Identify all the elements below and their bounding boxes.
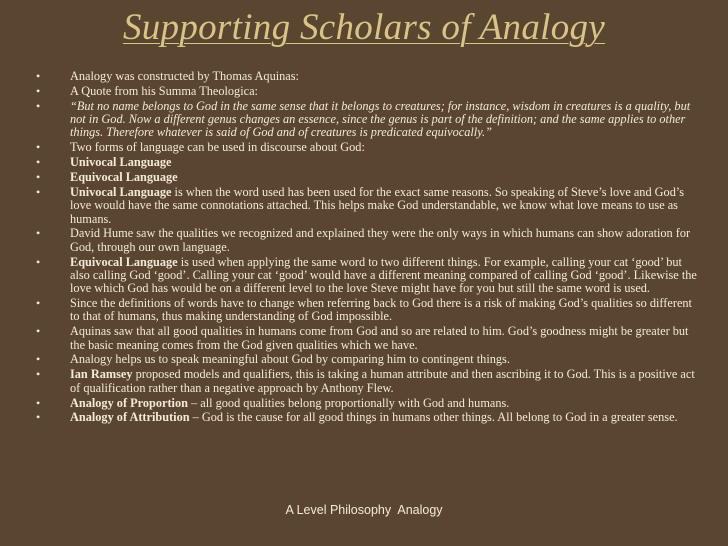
bullet-term: Equivocal Language xyxy=(70,254,178,269)
bullet-item xyxy=(0,411,728,424)
bullet-text: – all good qualities belong proportionally with God and humans. xyxy=(187,395,510,410)
bullet-text: – God is the cause for all good things in humans other things. All belong to God in a greater sense. xyxy=(189,410,678,425)
bullet-item xyxy=(0,325,728,352)
bullet-text: Analogy helps us to speak meaningful about God by comparing him to contingent things. xyxy=(70,352,510,367)
bullet-dot-icon: • xyxy=(36,254,41,269)
bullet-item xyxy=(0,227,728,254)
summa-quote: “But no name belongs to God in the same sense that it belongs to creatures; for instance, wisdom in creatures is a quality, but not in God. Now a different genus changes an essence, since the genus is part of the definition; and the same applies to other things. Therefore whatever is said of God and of creatures is predicated equivocally.” xyxy=(70,98,691,140)
bullet-item xyxy=(0,397,728,410)
bullet-text: Analogy was constructed by Thomas Aquinas: xyxy=(70,69,299,83)
bullet-text: Two forms of language can be used in discourse about God: xyxy=(70,140,365,155)
term-equivocal: Equivocal Language xyxy=(70,170,178,185)
bullet-dot-icon: • xyxy=(36,395,41,410)
bullet-dot-icon: • xyxy=(36,296,41,311)
bullet-item xyxy=(0,368,728,395)
slide-footer: A Level Philosophy Analogy xyxy=(285,503,443,517)
slide-title: Supporting Scholars of Analogy xyxy=(122,7,606,48)
bullet-item xyxy=(0,85,728,98)
bullet-dot-icon: • xyxy=(36,170,41,185)
bullet-item xyxy=(0,186,728,226)
bullet-dot-icon: • xyxy=(36,226,41,241)
bullet-text: David Hume saw the qualities we recognized and explained they were the only ways in which humans can show adoration for God, through our own language. xyxy=(70,226,691,254)
bullet-item xyxy=(0,297,728,324)
bullet-text: is when the word used has been used for the exact same reasons. So speaking of Steve’s love and God’s love would have the same connotations attached. This helps make God understandable, we know what love means to use as humans. xyxy=(70,184,685,226)
bullet-text: Aquinas saw that all good qualities in humans come from God and so are related to him. God’s goodness might be greater but the basic meaning comes from the God given qualities which we have. xyxy=(70,324,689,352)
bullet-item xyxy=(0,100,728,140)
bullet-dot-icon: • xyxy=(36,410,41,425)
bullet-dot-icon: • xyxy=(36,140,41,155)
bullet-text: A Quote from his Summa Theologica: xyxy=(70,83,258,98)
bullet-dot-icon: • xyxy=(36,98,41,113)
bullet-dot-icon: • xyxy=(36,155,41,170)
bullet-item xyxy=(0,156,728,169)
term-univocal: Univocal Language xyxy=(70,155,172,170)
bullet-dot-icon: • xyxy=(36,324,41,339)
bullet-term: Analogy of Proportion xyxy=(70,395,188,410)
bullet-term: Univocal Language xyxy=(70,184,172,199)
bullet-term: Analogy of Attribution xyxy=(70,410,190,425)
bullet-dot-icon: • xyxy=(36,184,41,199)
bullet-dot-icon: • xyxy=(36,83,41,98)
bullet-list xyxy=(0,70,728,426)
bullet-dot-icon: • xyxy=(36,352,41,367)
bullet-item xyxy=(0,256,728,296)
bullet-term: Ian Ramsey xyxy=(70,367,133,382)
bullet-text: proposed models and qualifiers, this is taking a human attribute and then ascribing it to God. This is a positive act of qualification rather than a negative approach by Anthony Flew. xyxy=(70,367,695,395)
bullet-item xyxy=(0,353,728,366)
bullet-text: Since the definitions of words have to change when referring back to God there is a risk of making God’s qualities so different to that of humans, thus making understanding of God impossible. xyxy=(70,296,692,324)
bullet-dot-icon: • xyxy=(36,69,41,83)
bullet-dot-icon: • xyxy=(36,367,41,382)
bullet-item xyxy=(0,171,728,184)
bullet-item xyxy=(0,141,728,154)
bullet-item xyxy=(0,70,728,83)
bullet-text: is used when applying the same word to two different things. For example, calling your cat ‘good’ but also calling God ‘good’. Calling your cat ‘good’ would have a different meaning compared of calling God ‘good’. Likewise the love which God has would be on a different level to the love Steve might have for you but still the same word is used. xyxy=(70,254,697,296)
